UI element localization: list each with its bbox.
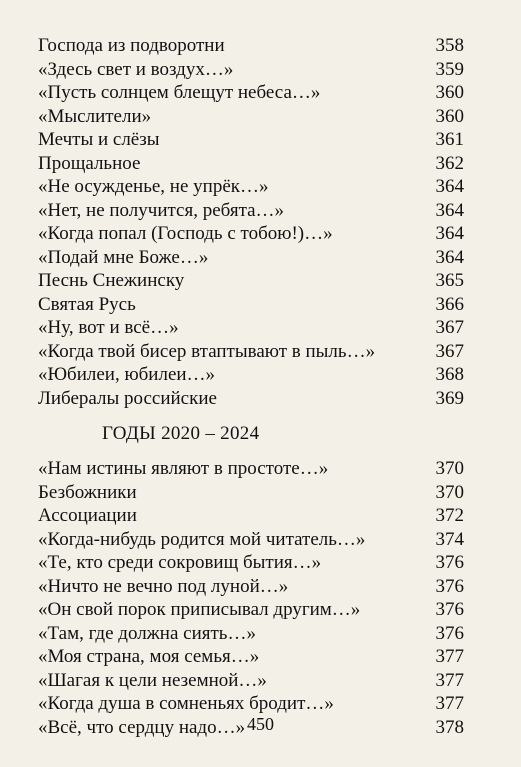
toc-entries-after (38, 457, 464, 739)
toc-entry-page: 362 (435, 152, 464, 174)
toc-entry-title: Ассоциации (38, 505, 137, 526)
toc-entry-title: Прощальное (38, 152, 141, 174)
toc-entry (38, 551, 464, 575)
toc-entry (38, 199, 464, 223)
toc-entry-title: «Те, кто среди сокровищ бытия…» (38, 552, 322, 573)
toc-entry-page: 376 (435, 622, 464, 644)
toc-entry-title: «Мыслители» (38, 105, 152, 127)
toc-entry-title: «Там, где должна сиять…» (38, 622, 256, 644)
toc-entry-page: 364 (435, 246, 464, 268)
toc-entry-page: 360 (435, 105, 464, 127)
toc-entry-page: 377 (435, 646, 464, 667)
toc-entry-title: «Юбилеи, юбилеи…» (38, 364, 216, 385)
toc-entry (38, 645, 464, 669)
toc-entry (38, 340, 464, 364)
toc-entry-page: 372 (435, 505, 464, 526)
toc-entry-title: Безбожники (38, 481, 137, 503)
toc-entry-page: 376 (435, 599, 464, 620)
toc-entry-title: «Подай мне Боже…» (38, 246, 209, 268)
toc-entry-page: 366 (435, 293, 464, 315)
toc-entry (38, 81, 464, 105)
toc-entry-title: «Моя страна, моя семья…» (38, 646, 260, 667)
toc-entry-title: «Когда попал (Господь с тобою!)…» (38, 223, 333, 244)
toc-entry (38, 128, 464, 152)
toc-entry-page: 360 (435, 82, 464, 103)
toc-entry-title: «Когда-нибудь родится мой читатель…» (38, 528, 366, 550)
toc-entry-title: Святая Русь (38, 293, 136, 315)
toc-entry-title: «Пусть солнцем блещут небеса…» (38, 82, 321, 103)
toc-entry (38, 316, 464, 340)
toc-entries-before (38, 34, 464, 410)
toc-entry-page: 377 (435, 669, 464, 691)
toc-entry (38, 58, 464, 82)
toc-entry (38, 669, 464, 693)
toc-entry (38, 222, 464, 246)
section-heading: ГОДЫ 2020 – 2024 (102, 423, 260, 444)
toc-entry (38, 457, 464, 481)
toc-entry-title: Господа из подворотни (38, 35, 225, 56)
toc-entry-title: «Когда твой бисер втаптывают в пыль…» (38, 340, 376, 362)
toc-entry (38, 622, 464, 646)
toc-entry-page: 364 (435, 223, 464, 244)
toc-entry-title: «Не осужденье, не упрёк…» (38, 176, 269, 197)
toc-entry-title: Мечты и слёзы (38, 129, 160, 150)
toc-entry-title: «Когда душа в сомненьях бродит…» (38, 693, 334, 714)
toc-entry-page: 368 (435, 364, 464, 385)
toc-entry (38, 293, 464, 317)
toc-entry-title: «Здесь свет и воздух…» (38, 58, 234, 80)
toc-entry (38, 598, 464, 622)
toc-entry-page: 367 (435, 340, 464, 362)
toc-entry-page: 376 (435, 552, 464, 573)
toc-entry-page: 378 (435, 716, 464, 738)
toc-entry-page: 359 (435, 58, 464, 80)
table-of-contents (38, 34, 464, 739)
toc-entry-page: 358 (435, 35, 464, 56)
toc-entry-title: Песнь Снежинску (38, 270, 185, 291)
toc-entry (38, 387, 464, 411)
toc-entry-title: «Ничто не вечно под луной…» (38, 575, 289, 597)
toc-entry-page: 376 (435, 575, 464, 597)
toc-entry-page: 377 (435, 693, 464, 714)
toc-entry (38, 175, 464, 199)
toc-entry-title: «Всё, что сердцу надо…» (38, 716, 246, 738)
toc-entry (38, 246, 464, 270)
toc-entry-page: 369 (435, 387, 464, 409)
toc-entry (38, 34, 464, 58)
toc-entry-title: «Нет, не получится, ребята…» (38, 199, 285, 221)
toc-entry (38, 528, 464, 552)
toc-entry-page: 364 (435, 199, 464, 221)
toc-entry-title: «Ну, вот и всё…» (38, 317, 179, 338)
toc-entry (38, 692, 464, 716)
toc-entry-page: 361 (435, 129, 464, 150)
toc-entry-page: 367 (435, 317, 464, 338)
toc-entry-title: «Шагая к цели неземной…» (38, 669, 267, 691)
toc-entry (38, 575, 464, 599)
toc-entry-title: «Он свой порок приписывал другим…» (38, 599, 361, 620)
toc-entry-page: 365 (435, 270, 464, 291)
toc-entry (38, 363, 464, 387)
toc-entry (38, 152, 464, 176)
toc-entry (38, 481, 464, 505)
toc-entry-title: «Нам истины являют в простоте…» (38, 458, 329, 479)
toc-entry-page: 364 (435, 176, 464, 197)
toc-entry (38, 269, 464, 293)
toc-entry-page: 370 (435, 481, 464, 503)
toc-entry (38, 105, 464, 129)
page-number: 450 (247, 714, 274, 734)
toc-entry (38, 504, 464, 528)
toc-entry-page: 374 (435, 528, 464, 550)
toc-entry-title: Либералы российские (38, 387, 217, 409)
toc-entry-page: 370 (435, 458, 464, 479)
